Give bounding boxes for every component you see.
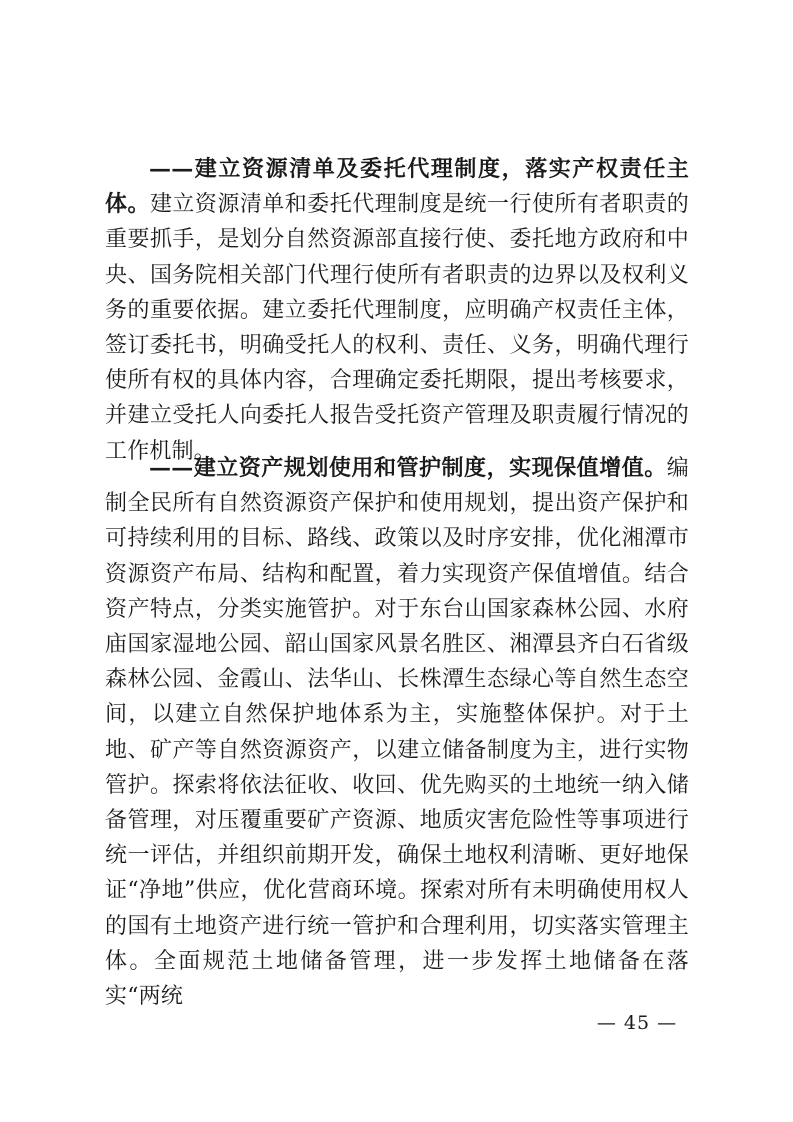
- paragraph-body: 建立资源清单和委托代理制度是统一行使所有者职责的重要抓手，是划分自然资源部直接行使、委托地方政府和中央、国务院相关部门代理行使所有者职责的边界以及权利义务的重要依据。建立委托代理制度，应明确产权责任主体，签订委托书，明确受托人的权利、责任、义务，明确代理行使所有权的具体内容，合理确定委托期限，提出考核要求，并建立受托人向委托人报告受托资产管理及职责履行情况的工作机制。: [105, 192, 689, 464]
- paragraph-asset-planning: [105, 451, 689, 1014]
- paragraph-resource-inventory: [105, 152, 689, 469]
- paragraph-heading: ——建立资源清单及委托代理制度，落实产权责任主体。: [105, 156, 689, 218]
- paragraph-body: 编制全民所有自然资源资产保护和使用规划，提出资产保护和可持续利用的目标、路线、政策以及时序安排，优化湘潭市资源资产布局、结构和配置，着力实现资产保值增值。结合资产特点，分类实施管护。对于东台山国家森林公园、水府庙国家湿地公园、韶山国家风景名胜区、湘潭县齐白石省级森林公园、金霞山、法华山、长株潭生态绿心等自然生态空间，以建立自然保护地体系为主，实施整体保护。对于土地、矿产等自然资源资产，以建立储备制度为主，进行实物管护。探索将依法征收、收回、优先购买的土地统一纳入储备管理，对压覆重要矿产资源、地质灾害危险性等事项进行统一评估，并组织前期开发，确保土地权利清晰、更好地保证“净地”供应，优化营商环境。探索对所有未明确使用权人的国有土地资产进行统一管护和合理利用，切实落实管理主体。全面规范土地储备管理，进一步发挥土地储备在落实“两统: [105, 456, 689, 1010]
- paragraph-heading: ——建立资产规划使用和管护制度，实现保值增值。: [149, 455, 667, 481]
- page-number: — 45 —: [596, 1012, 678, 1034]
